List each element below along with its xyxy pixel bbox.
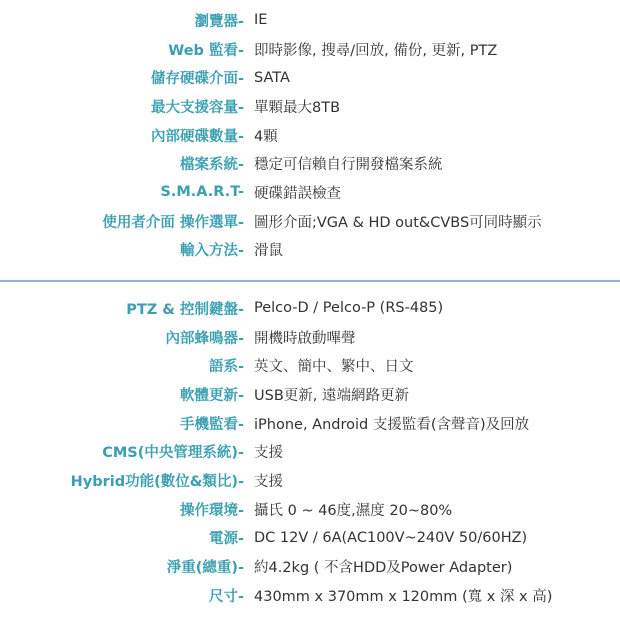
spec-value: 英文、簡中、繁中、日文 [254,359,414,376]
spec-section-bottom [0,294,620,610]
spec-value: 滑鼠 [254,243,283,260]
spec-value: SATA [254,69,290,86]
spec-label: 電源- [208,531,244,548]
spec-value: 430mm x 370mm x 120mm (寬 x 深 x 高) [254,588,553,605]
spec-value: 即時影像, 搜尋/回放, 備份, 更新, PTZ [254,42,498,59]
spec-row-dimensions [0,581,620,610]
spec-row-smart [0,178,620,207]
spec-value: DC 12V / 6A(AC100V~240V 50/60HZ) [254,529,528,546]
spec-row-storage-interface [0,63,620,92]
spec-row-weight [0,552,620,581]
spec-label: 使用者介面 操作選單- [102,214,244,231]
spec-label: 內部硬碟數量- [150,128,244,145]
spec-value: 支援 [254,473,283,490]
spec-value: 開機時啟動嗶聲 [254,330,356,347]
spec-row-input-method [0,236,620,265]
spec-label: 軟體更新- [179,387,244,404]
spec-row-user-interface [0,207,620,236]
spec-row-max-capacity [0,92,620,121]
spec-row-hybrid [0,466,620,495]
spec-row-power [0,524,620,553]
spec-row-environment [0,495,620,524]
spec-row-hdd-count [0,121,620,150]
spec-row-software-update [0,380,620,409]
spec-label: 最大支援容量- [150,99,244,116]
spec-section-top [0,6,620,264]
spec-label: Hybrid功能(數位&類比)- [70,473,244,490]
spec-row-cms [0,437,620,466]
spec-row-ptz-keyboard [0,294,620,323]
spec-label: 內部蜂鳴器- [165,330,244,347]
spec-value: 約4.2kg ( 不含HDD及Power Adapter) [254,560,513,577]
spec-row-mobile-monitor [0,409,620,438]
spec-value: USB更新, 遠端網路更新 [254,387,409,404]
spec-value: 穩定可信賴自行開發檔案系統 [254,157,443,174]
spec-label: S.M.A.R.T- [160,184,244,201]
spec-row-buzzer [0,323,620,352]
spec-label: Web 監看- [168,42,244,59]
spec-value: 4顆 [254,128,278,145]
spec-value: 單顆最大8TB [254,99,341,116]
spec-label: 輸入方法- [179,243,244,260]
spec-row-web-monitor [0,35,620,64]
spec-value: 圖形介面;VGA & HD out&CVBS可同時顯示 [254,214,542,231]
spec-label: 淨重(總重)- [166,560,244,577]
spec-row-file-system [0,149,620,178]
spec-label: 檔案系統- [179,157,244,174]
spec-label: 語系- [208,359,244,376]
spec-value: Pelco-D / Pelco-P (RS-485) [254,300,444,317]
spec-label: 手機監看- [179,416,244,433]
spec-value: IE [254,12,268,29]
spec-label: 儲存硬碟介面- [150,71,244,88]
spec-label: 瀏覽器- [194,13,244,30]
spec-label: 操作環境- [179,502,244,519]
spec-value: 攝氏 0 ~ 46度,濕度 20~80% [254,502,453,519]
spec-value: iPhone, Android 支援監看(含聲音)及回放 [254,416,530,433]
spec-value: 硬碟錯誤檢查 [254,185,341,202]
spec-label: CMS(中央管理系統)- [102,445,244,462]
spec-value: 支援 [254,445,283,462]
section-divider [0,280,620,282]
spec-label: 尺寸- [208,588,244,605]
spec-label: PTZ & 控制鍵盤- [126,301,244,318]
spec-row-language [0,351,620,380]
spec-row-browser [0,6,620,35]
